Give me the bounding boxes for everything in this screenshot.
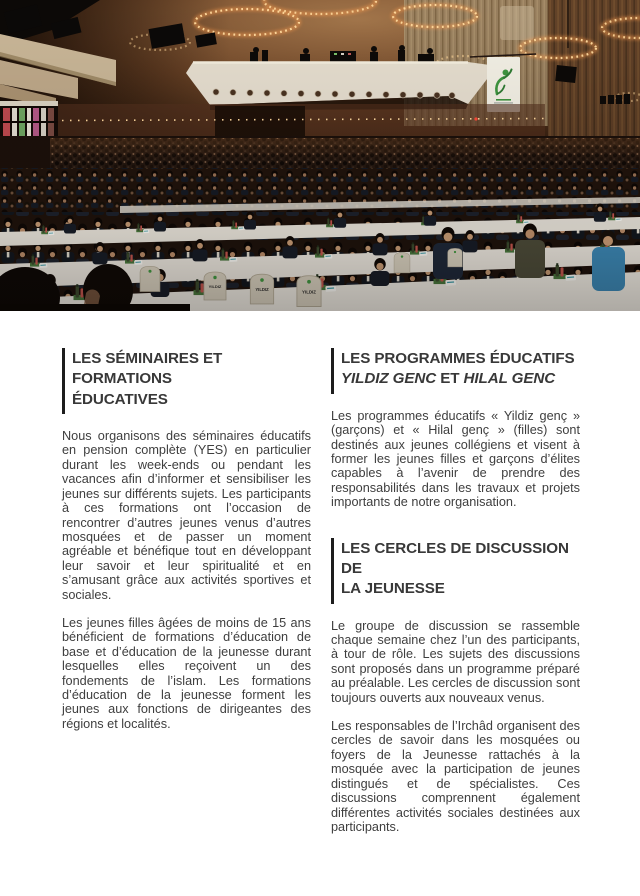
heading-seminaires-formations: LES SÉMINAIRES ET FORMATIONS ÉDUCATIVES [62, 348, 311, 414]
photo-vignette [0, 0, 640, 311]
article [0, 311, 640, 848]
paragraph-cercles-2: Les responsables de l’Irchâd organisent des cercles de savoir dans les mosquées ou foyers de la Jeunesse rattachés à la mosquée avec la participation de jeunes distingués et de spécialistes. Ces discussions comprennent également différentes activités sociales destinées aux participants. [331, 719, 580, 834]
column-left [62, 348, 311, 848]
heading-programmes-educatifs: LES PROGRAMMES ÉDUCATIFS YILDIZ GENC ET HILAL GENC [331, 348, 580, 394]
heading-cercles-discussion: LES CERCLES DE DISCUSSION DE LA JEUNESSE [331, 538, 580, 604]
paragraph-seminaires-2: Les jeunes filles âgées de moins de 15 ans bénéficient de formations d’éducation de base et d’éducation de la jeunesse durant lesquelles elles reçoivent un des fondements de l’islam. Les formations d’éducation de la jeunesse forment les jeunes aux fonctions de dirigeantes des régions et localités. [62, 615, 311, 731]
column-right [331, 348, 580, 848]
hero-photo [0, 0, 640, 311]
paragraph-cercles-1: Le groupe de discussion se rassemble chaque semaine chez l’un des participants, à tour de rôle. Les sujets des discussions sont proposés dans un programme préparé au préalable. Les cercles de discussion sont toujours ouverts aux nouveaux venus. [331, 618, 580, 705]
paragraph-seminaires-1: Nous organisons des séminaires éducatifs en pension complète (YES) en particulier durant les week-ends ou pendant les vacances afin d’informer et sensibiliser les jeunes sur différents sujets. Les participants à ces formations ont l’occasion de rencontrer d’autres jeunes venus d’autres mosquées et de passer un moment agréable et bénéfique tout en développant leur savoir et leur spiritualité et en s’amusant grâce aux activités sportives et sociales. [62, 429, 311, 602]
paragraph-programmes: Les programmes éducatifs « Yildiz genç » (garçons) et « Hilal genç » (filles) sont destinés aux jeunes collégiens et visent à former les jeunes filles et garçons d’élites capables à l’avenir de prendre des responsabilités dans les travaux et projets importants de notre organisation. [331, 408, 580, 510]
